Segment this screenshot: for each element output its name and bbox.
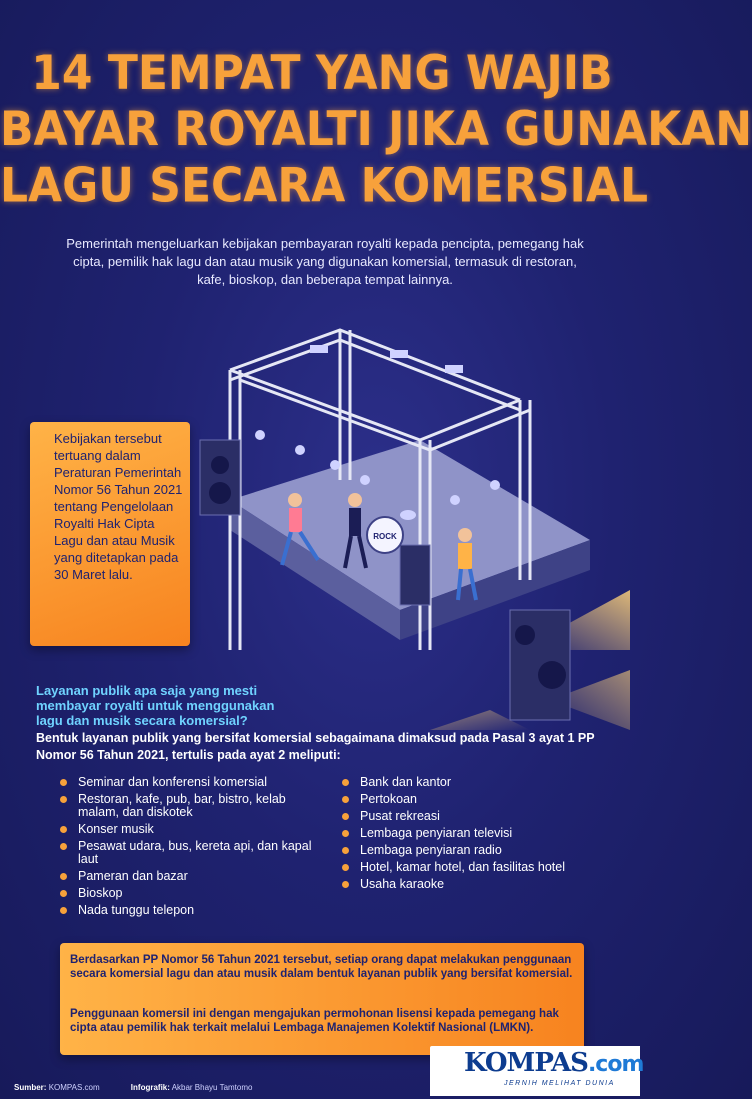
list-item: Seminar dan konferensi komersial <box>58 776 313 789</box>
list-item: Restoran, kafe, pub, bar, bistro, kelab malam, dan diskotek <box>58 793 313 819</box>
service-list-right <box>340 776 610 895</box>
title-line-2: BAYAR ROYALTI JIKA GUNAKAN <box>0 101 752 157</box>
list-item: Pameran dan bazar <box>58 870 313 883</box>
question-heading: Layanan publik apa saja yang mesti membayar royalti untuk menggunakan lagu dan musik secara komersial? <box>36 683 275 728</box>
policy-callout <box>30 422 190 646</box>
list-item: Konser musik <box>58 823 313 836</box>
summary-paragraph-2: Penggunaan komersil ini dengan mengajukan permohonan lisensi kepada pemegang hak cipta atau pemilik hak terkait melalui Lembaga Manajemen Kolektif Nasional (LMKN). <box>70 1008 559 1034</box>
footer-credits <box>14 1083 252 1092</box>
list-item: Pertokoan <box>340 793 610 806</box>
stage-illustration <box>190 290 630 730</box>
brand-tagline: JERNIH MELIHAT DUNIA <box>504 1080 615 1087</box>
speaker-mid <box>400 545 430 605</box>
callout-text: Kebijakan tersebut tertuang dalam Peraturan Pemerintah Nomor 56 Tahun 2021 tentang Pengelolaan Royalti Hak Cipta Lagu dan atau Musik yang ditetapkan pada 30 Maret lalu. <box>54 431 183 582</box>
brand-domain: .com <box>587 1052 644 1077</box>
list-item: Pusat rekreasi <box>340 810 610 823</box>
list-item: Pesawat udara, bus, kereta api, dan kapal laut <box>58 840 313 866</box>
drum-label: ROCK <box>373 532 397 541</box>
source-label: Sumber: <box>14 1083 47 1092</box>
page-title <box>0 45 752 214</box>
brand-name: KOMPAS <box>464 1048 588 1078</box>
intro-paragraph: Pemerintah mengeluarkan kebijakan pembayaran royalti kepada pencipta, pemegang hak cipta, pemilik hak lagu dan atau musik yang digunakan komersial, termasuk di restoran, kafe, bioskop, dan beberapa tempat lainnya. <box>66 236 584 287</box>
kompas-logo <box>430 1046 644 1096</box>
source-value: KOMPAS.com <box>48 1083 100 1092</box>
list-item: Lembaga penyiaran televisi <box>340 827 610 840</box>
summary-box <box>60 943 584 1055</box>
title-line-1: 14 TEMPAT YANG WAJIB <box>31 45 613 101</box>
list-item: Usaha karaoke <box>340 878 610 891</box>
list-item: Hotel, kamar hotel, dan fasilitas hotel <box>340 861 610 874</box>
kompas-wordmark <box>464 1048 643 1078</box>
title-line-3: LAGU SECARA KOMERSIAL <box>0 158 648 214</box>
list-item: Nada tunggu telepon <box>58 904 313 917</box>
credit-label: Infografik: <box>130 1083 170 1092</box>
lead-paragraph: Bentuk layanan publik yang bersifat komersial sebagaimana dimaksud pada Pasal 3 ayat 1 PP Nomor 56 Tahun 2021, tertulis pada ayat 2 meliputi: <box>36 731 595 762</box>
service-list-left <box>58 776 313 921</box>
summary-paragraph-1: Berdasarkan PP Nomor 56 Tahun 2021 tersebut, setiap orang dapat melakukan penggunaan secara komersial lagu dan atau musik dalam bentuk layanan publik yang bersifat komersial. <box>70 954 573 980</box>
list-item: Bank dan kantor <box>340 776 610 789</box>
credit-value: Akbar Bhayu Tamtomo <box>171 1083 253 1092</box>
list-item: Lembaga penyiaran radio <box>340 844 610 857</box>
list-item: Bioskop <box>58 887 313 900</box>
